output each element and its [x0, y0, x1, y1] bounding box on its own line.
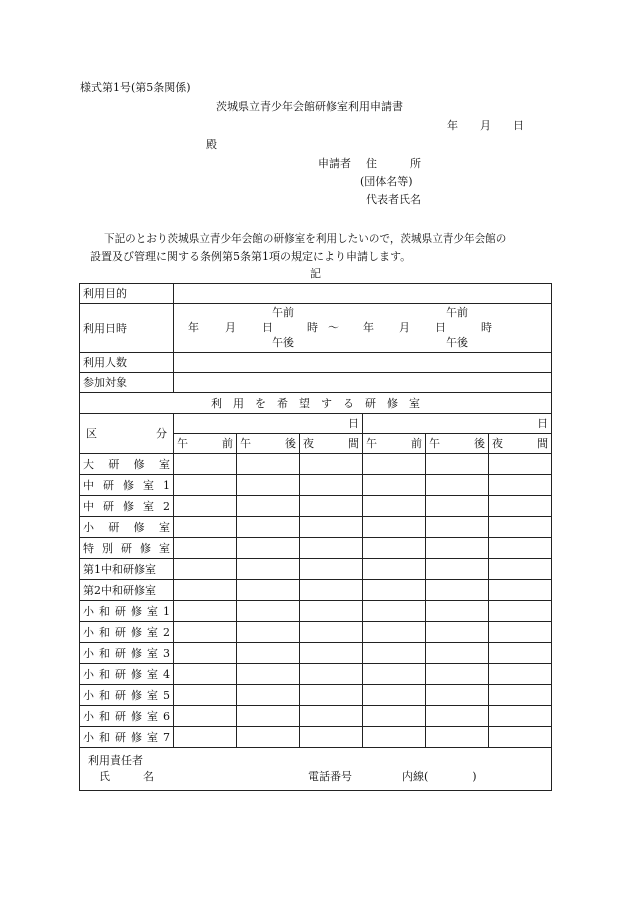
room-slot-cell[interactable]	[426, 454, 489, 475]
people-row	[80, 353, 552, 373]
end-year: 年	[363, 321, 374, 334]
room-row	[80, 475, 552, 496]
target-field[interactable]	[174, 373, 552, 393]
room-slot-cell[interactable]	[426, 601, 489, 622]
slot-header-night: 夜 間	[300, 434, 363, 454]
room-slot-cell[interactable]	[426, 664, 489, 685]
room-slot-cell[interactable]	[363, 454, 426, 475]
start-year: 年	[188, 321, 199, 334]
document-title: 茨城県立青少年会館研修室利用申請書	[216, 100, 403, 113]
room-slot-cell[interactable]	[363, 727, 426, 748]
room-slot-cell[interactable]	[489, 496, 552, 517]
room-name: 第1中和研修室	[80, 559, 174, 580]
day-1-header[interactable]: 日	[174, 414, 363, 434]
room-slot-cell[interactable]	[174, 517, 237, 538]
room-slot-cell[interactable]	[363, 601, 426, 622]
room-row	[80, 580, 552, 601]
responsible-cell[interactable]	[80, 748, 552, 791]
room-name: 小 和 研 修 室 3	[80, 643, 174, 664]
slot-header-pm: 午 後	[237, 434, 300, 454]
extension-label: 内線( )	[402, 770, 477, 783]
room-slot-cell[interactable]	[426, 517, 489, 538]
room-slot-cell[interactable]	[489, 601, 552, 622]
end-hour: 時	[481, 321, 492, 334]
room-slot-cell[interactable]	[426, 622, 489, 643]
end-am: 午前	[446, 306, 468, 319]
slot-header-am: 午 前	[174, 434, 237, 454]
phone-label: 電話番号	[308, 770, 352, 783]
room-slot-cell[interactable]	[237, 622, 300, 643]
room-slot-cell[interactable]	[300, 580, 363, 601]
room-slot-cell[interactable]	[174, 685, 237, 706]
room-row	[80, 622, 552, 643]
room-row	[80, 601, 552, 622]
room-name: 小 和 研 修 室 5	[80, 685, 174, 706]
room-slot-cell[interactable]	[300, 664, 363, 685]
room-slot-cell[interactable]	[237, 580, 300, 601]
start-pm: 午後	[272, 336, 294, 349]
slot-header-pm: 午 後	[426, 434, 489, 454]
room-name: 中 研 修 室 1	[80, 475, 174, 496]
room-slot-cell[interactable]	[426, 559, 489, 580]
room-slot-cell[interactable]	[174, 601, 237, 622]
start-month: 月	[225, 321, 236, 334]
room-slot-cell[interactable]	[489, 454, 552, 475]
room-name: 小 和 研 修 室 7	[80, 727, 174, 748]
room-slot-cell[interactable]	[489, 706, 552, 727]
room-slot-cell[interactable]	[300, 601, 363, 622]
room-slot-cell[interactable]	[489, 664, 552, 685]
room-slot-cell[interactable]	[237, 496, 300, 517]
addressee: 殿	[206, 138, 217, 151]
room-slot-cell[interactable]	[489, 517, 552, 538]
room-slot-cell[interactable]	[489, 685, 552, 706]
datetime-row	[80, 304, 552, 353]
name-label: 氏 名	[99, 770, 154, 783]
room-slot-cell[interactable]	[426, 727, 489, 748]
room-slot-cell[interactable]	[300, 727, 363, 748]
room-slot-cell[interactable]	[174, 475, 237, 496]
room-name: 小 和 研 修 室 2	[80, 622, 174, 643]
room-slot-cell[interactable]	[300, 559, 363, 580]
room-row	[80, 454, 552, 475]
room-slot-cell[interactable]	[489, 538, 552, 559]
people-label: 利用人数	[80, 353, 174, 373]
room-slot-cell[interactable]	[237, 685, 300, 706]
room-slot-cell[interactable]	[426, 496, 489, 517]
room-slot-cell[interactable]	[363, 664, 426, 685]
room-slot-cell[interactable]	[363, 685, 426, 706]
room-row	[80, 706, 552, 727]
room-slot-cell[interactable]	[174, 538, 237, 559]
room-slot-cell[interactable]	[300, 475, 363, 496]
room-slot-cell[interactable]	[237, 643, 300, 664]
room-slot-cell[interactable]	[237, 601, 300, 622]
room-row	[80, 559, 552, 580]
target-label: 参加対象	[80, 373, 174, 393]
room-slot-cell[interactable]	[237, 538, 300, 559]
room-name: 小 和 研 修 室 4	[80, 664, 174, 685]
applicant-label: 申請者	[318, 157, 351, 170]
responsible-label: 利用責任者	[88, 754, 143, 767]
room-slot-cell[interactable]	[489, 559, 552, 580]
ki-mark: 記	[310, 267, 321, 280]
room-slot-cell[interactable]	[489, 580, 552, 601]
room-slot-cell[interactable]	[489, 643, 552, 664]
room-row	[80, 727, 552, 748]
purpose-field[interactable]	[174, 284, 552, 304]
room-slot-cell[interactable]	[300, 685, 363, 706]
room-slot-cell[interactable]	[300, 538, 363, 559]
room-row	[80, 538, 552, 559]
room-slot-cell[interactable]	[363, 538, 426, 559]
purpose-label: 利用目的	[80, 284, 174, 304]
room-slot-cell[interactable]	[174, 643, 237, 664]
room-slot-cell[interactable]	[363, 559, 426, 580]
room-slot-cell[interactable]	[426, 706, 489, 727]
room-slot-cell[interactable]	[363, 643, 426, 664]
room-slot-cell[interactable]	[426, 538, 489, 559]
room-slot-cell[interactable]	[300, 454, 363, 475]
address-label: 住 所	[366, 157, 421, 170]
room-slot-cell[interactable]	[489, 622, 552, 643]
room-slot-cell[interactable]	[363, 706, 426, 727]
room-slot-cell[interactable]	[174, 622, 237, 643]
start-hour: 時	[307, 321, 318, 334]
application-table	[79, 283, 552, 791]
room-slot-cell[interactable]	[300, 496, 363, 517]
room-name: 第2中和研修室	[80, 580, 174, 601]
room-row	[80, 664, 552, 685]
room-name: 大 研 修 室	[80, 454, 174, 475]
room-row	[80, 517, 552, 538]
room-name: 小 研 修 室	[80, 517, 174, 538]
room-slot-cell[interactable]	[489, 475, 552, 496]
room-rows	[80, 454, 552, 748]
room-slot-cell[interactable]	[174, 496, 237, 517]
room-slot-cell[interactable]	[300, 622, 363, 643]
room-slot-cell[interactable]	[237, 727, 300, 748]
day-row	[80, 414, 552, 434]
end-day: 日	[435, 321, 446, 334]
target-row	[80, 373, 552, 393]
room-slot-cell[interactable]	[489, 727, 552, 748]
datetime-field[interactable]	[174, 304, 552, 353]
room-name: 小 和 研 修 室 6	[80, 706, 174, 727]
slot-header-am: 午 前	[363, 434, 426, 454]
room-slot-cell[interactable]	[237, 475, 300, 496]
room-slot-cell[interactable]	[174, 727, 237, 748]
room-slot-cell[interactable]	[426, 580, 489, 601]
footer-row	[80, 748, 552, 791]
room-slot-cell[interactable]	[174, 580, 237, 601]
room-slot-cell[interactable]	[237, 664, 300, 685]
rooms-header: 利 用 を 希 望 す る 研 修 室	[80, 393, 552, 414]
room-slot-cell[interactable]	[426, 475, 489, 496]
end-pm: 午後	[446, 336, 468, 349]
representative-label: 代表者氏名	[366, 193, 421, 206]
form-number: 様式第1号(第5条関係)	[80, 81, 191, 94]
datetime-label: 利用日時	[80, 304, 174, 353]
rooms-header-row	[80, 393, 552, 414]
room-row	[80, 496, 552, 517]
room-name: 小 和 研 修 室 1	[80, 601, 174, 622]
room-slot-cell[interactable]	[300, 517, 363, 538]
room-slot-cell[interactable]	[300, 643, 363, 664]
range-tilde: 〜	[328, 321, 339, 334]
room-slot-cell[interactable]	[237, 559, 300, 580]
room-slot-cell[interactable]	[237, 706, 300, 727]
room-slot-cell[interactable]	[237, 454, 300, 475]
room-slot-cell[interactable]	[363, 496, 426, 517]
room-slot-cell[interactable]	[174, 559, 237, 580]
room-slot-cell[interactable]	[426, 685, 489, 706]
room-slot-cell[interactable]	[237, 517, 300, 538]
end-month: 月	[399, 321, 410, 334]
room-row	[80, 643, 552, 664]
room-row	[80, 685, 552, 706]
day-2-header[interactable]: 日	[363, 414, 552, 434]
category-label: 区 分	[80, 414, 174, 454]
org-label: (団体名等)	[360, 175, 413, 188]
room-slot-cell[interactable]	[363, 517, 426, 538]
room-slot-cell[interactable]	[363, 622, 426, 643]
start-am: 午前	[272, 306, 294, 319]
date-line: 年 月 日	[447, 119, 524, 132]
body-line-2: 設置及び管理に関する条例第5条第1項の規定により申請します。	[90, 250, 412, 263]
slot-header-night: 夜 間	[489, 434, 552, 454]
start-day: 日	[262, 321, 273, 334]
room-name: 中 研 修 室 2	[80, 496, 174, 517]
room-slot-cell[interactable]	[363, 475, 426, 496]
room-slot-cell[interactable]	[174, 706, 237, 727]
room-name: 特 別 研 修 室	[80, 538, 174, 559]
room-slot-cell[interactable]	[300, 706, 363, 727]
room-slot-cell[interactable]	[363, 580, 426, 601]
purpose-row	[80, 284, 552, 304]
room-slot-cell[interactable]	[174, 454, 237, 475]
body-line-1: 下記のとおり茨城県立青少年会館の研修室を利用したいので，茨城県立青少年会館の	[104, 233, 507, 245]
room-slot-cell[interactable]	[174, 664, 237, 685]
room-slot-cell[interactable]	[426, 643, 489, 664]
people-field[interactable]	[174, 353, 552, 373]
